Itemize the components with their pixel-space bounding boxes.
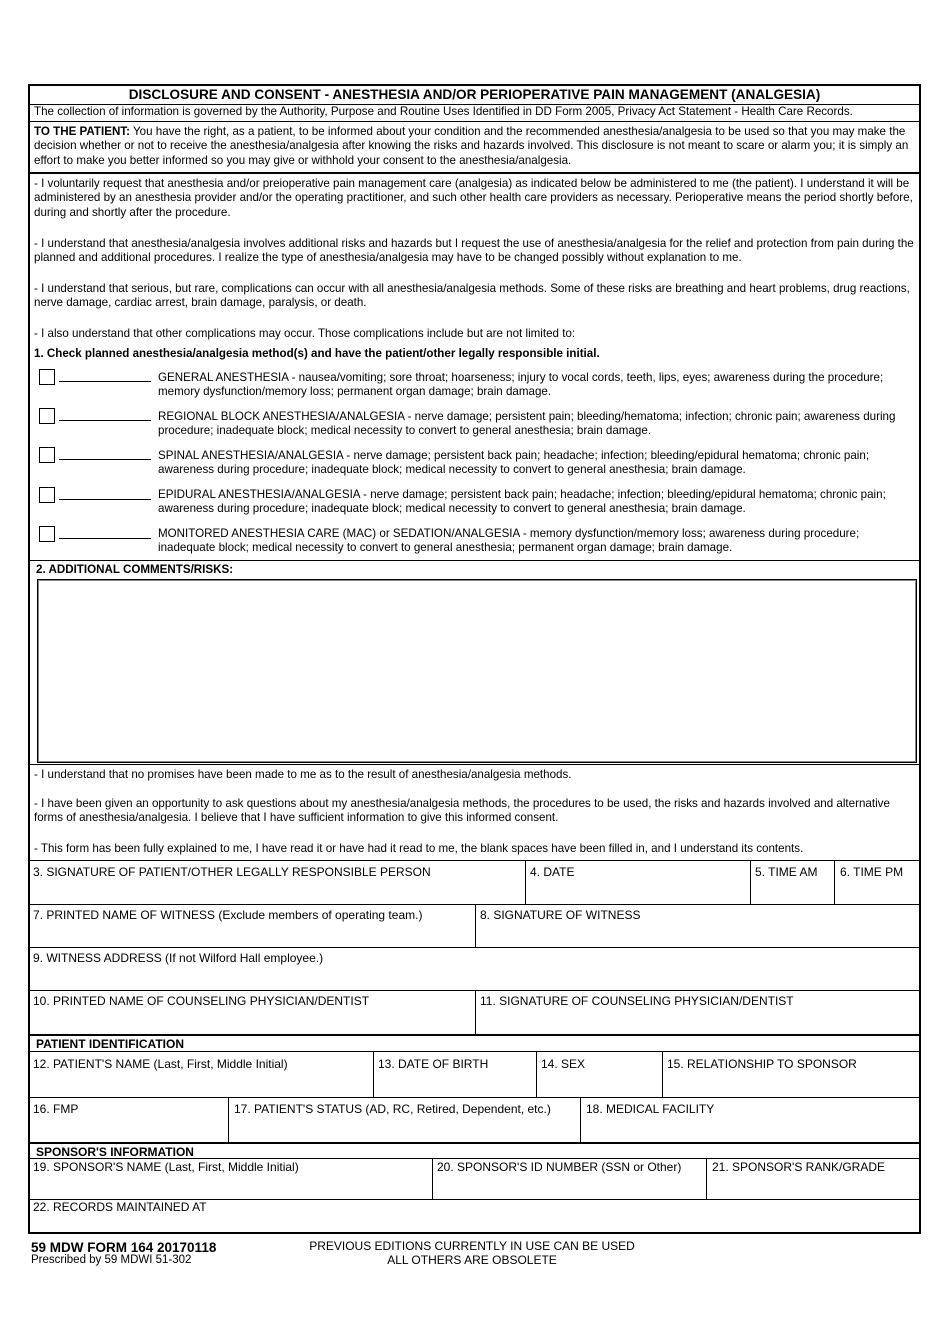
- method-general-text: GENERAL ANESTHESIA - nausea/vomiting; sore throat; hoarseness; injury to vocal cords, teeth, lips, eyes; awareness during the procedure; memory dysfunction/memory loss; permanent organ damage; brain damage.: [158, 371, 884, 399]
- additional-comments-textarea[interactable]: [37, 579, 917, 763]
- statement-other-complications: - I also understand that other complications may occur. Those complications include but are not limited to:: [34, 327, 576, 340]
- method-general-initial-line[interactable]: [59, 381, 151, 382]
- to-patient-heading: TO THE PATIENT:: [34, 125, 130, 138]
- section2-heading: 2. ADDITIONAL COMMENTS/RISKS:: [36, 563, 234, 576]
- sponsor-id-number-field[interactable]: 20. SPONSOR'S ID NUMBER (SSN or Other): [437, 1160, 682, 1174]
- method-mac-checkbox[interactable]: [39, 526, 55, 542]
- method-epidural-checkbox[interactable]: [39, 487, 55, 503]
- patient-identification-heading: PATIENT IDENTIFICATION: [36, 1037, 184, 1051]
- patient-name-field[interactable]: 12. PATIENT'S NAME (Last, First, Middle Initial): [33, 1057, 288, 1071]
- privacy-statement: The collection of information is governed by the Authority, Purpose and Routine Uses Identified in DD Form 2005, Privacy Act Statement - Health Care Records.: [34, 105, 853, 118]
- records-maintained-at-field[interactable]: 22. RECORDS MAINTAINED AT: [33, 1200, 207, 1214]
- time-pm-field[interactable]: 6. TIME PM: [840, 865, 904, 879]
- sponsor-rank-grade-field[interactable]: 21. SPONSOR'S RANK/GRADE: [712, 1160, 886, 1174]
- to-patient-text: You have the right, as a patient, to be informed about your condition and the recommended anesthesia/analgesia to be used so that you may make the decision whether or not to receive the anesthesia/analgesia after knowing the risks and hazards involved. This disclosure is not meant to scare or alarm you; it is simply an effort to make you better informed so you may give or withhold your consent to the anesthesia/analgesia.: [34, 125, 909, 167]
- method-epidural-initial-line[interactable]: [59, 499, 151, 500]
- method-mac-text: MONITORED ANESTHESIA CARE (MAC) or SEDATION/ANALGESIA - memory dysfunction/memory loss; awareness during procedure; inadequate block; medical necessity to convert to general anesthesia; permanent organ damage; brain damage.: [158, 527, 860, 555]
- statement-additional-risks: - I understand that anesthesia/analgesia involves additional risks and hazards but I request the use of anesthesia/analgesia for the relief and protection from pain during the planned and additional procedures. I realize the type of anesthesia/analgesia may have to be changed possibly without explanation to me.: [34, 237, 914, 265]
- method-spinal-text: SPINAL ANESTHESIA/ANALGESIA - nerve damage; persistent back pain; headache; infection; bleeding/epidural hematoma; chronic pain; awareness during procedure; inadequate block; medical necessity to convert to general anesthesia; brain damage.: [158, 449, 870, 477]
- editions-notice: [300, 1239, 644, 1267]
- time-am-field[interactable]: 5. TIME AM: [755, 865, 818, 879]
- method-mac-initial-line[interactable]: [59, 538, 151, 539]
- statement-serious-complications: - I understand that serious, but rare, complications can occur with all anesthesia/analgesia methods. Some of these risks are breathing and heart problems, drug reactions, nerve damage, cardiac arrest, brain damage, paralysis, or death.: [34, 282, 910, 310]
- witness-signature-field[interactable]: 8. SIGNATURE OF WITNESS: [480, 908, 641, 922]
- consent-form: [28, 84, 921, 1234]
- statement-questions: - I have been given an opportunity to ask questions about my anesthesia/analgesia methods, the procedures to be used, the risks and hazards involved and alternative forms of anesthesia/analgesia. I believe that I have sufficient information to give this informed consent.: [34, 797, 890, 825]
- method-epidural-text: EPIDURAL ANESTHESIA/ANALGESIA - nerve damage; persistent back pain; headache; infection; bleeding/epidural hematoma; chronic pain; awareness during procedure; inadequate block; medical necessity to convert to general anesthesia; brain damage.: [158, 488, 886, 516]
- section1-heading: 1. Check planned anesthesia/analgesia method(s) and have the patient/other legally responsible initial.: [34, 347, 600, 360]
- statement-voluntary: - I voluntarily request that anesthesia and/or preioperative pain management care (analgesia) as indicated below be administered to me (the patient). I understand it will be administered by an anesthesia provider and/or the operating practitioner, and such other health care providers as necessary. Perioperative means the period shortly before, during and shortly after the procedure.: [34, 177, 913, 219]
- patient-status-field[interactable]: 17. PATIENT'S STATUS (AD, RC, Retired, Dependent, etc.): [234, 1102, 551, 1116]
- editions-line-1: PREVIOUS EDITIONS CURRENTLY IN USE CAN BE USED: [309, 1239, 635, 1253]
- statement-no-promises: - I understand that no promises have been made to me as to the result of anesthesia/analgesia methods.: [34, 768, 572, 781]
- to-patient-notice: [34, 125, 918, 168]
- witness-name-field[interactable]: 7. PRINTED NAME OF WITNESS (Exclude members of operating team.): [33, 908, 423, 922]
- sex-field[interactable]: 14. SEX: [541, 1057, 586, 1071]
- sponsor-information-heading: SPONSOR'S INFORMATION: [36, 1145, 194, 1159]
- patient-signature-field[interactable]: 3. SIGNATURE OF PATIENT/OTHER LEGALLY RESPONSIBLE PERSON: [33, 865, 431, 879]
- date-field[interactable]: 4. DATE: [530, 865, 575, 879]
- form-title: DISCLOSURE AND CONSENT - ANESTHESIA AND/OR PERIOPERATIVE PAIN MANAGEMENT (ANALGESIA): [30, 86, 919, 105]
- witness-address-field[interactable]: 9. WITNESS ADDRESS (If not Wilford Hall employee.): [33, 951, 324, 965]
- fmp-field[interactable]: 16. FMP: [33, 1102, 79, 1116]
- editions-line-2: ALL OTHERS ARE OBSOLETE: [387, 1253, 557, 1267]
- sponsor-name-field[interactable]: 19. SPONSOR'S NAME (Last, First, Middle Initial): [33, 1160, 299, 1174]
- date-of-birth-field[interactable]: 13. DATE OF BIRTH: [378, 1057, 489, 1071]
- form-number: 59 MDW FORM 164 20170118: [31, 1240, 217, 1255]
- method-spinal-checkbox[interactable]: [39, 447, 55, 463]
- method-regional-text: REGIONAL BLOCK ANESTHESIA/ANALGESIA - nerve damage; persistent pain; bleeding/hematoma; infection; chronic pain; awareness during procedure; inadequate block; medical necessity to convert to general anesthesia; brain damage.: [158, 410, 896, 438]
- counseling-physician-signature-field[interactable]: 11. SIGNATURE OF COUNSELING PHYSICIAN/DENTIST: [480, 994, 794, 1008]
- method-spinal-initial-line[interactable]: [59, 459, 151, 460]
- medical-facility-field[interactable]: 18. MEDICAL FACILITY: [586, 1102, 715, 1116]
- method-regional-checkbox[interactable]: [39, 408, 55, 424]
- method-regional-initial-line[interactable]: [59, 420, 151, 421]
- prescribed-by: Prescribed by 59 MDWI 51-302: [31, 1254, 192, 1266]
- statement-explained: - This form has been fully explained to me, I have read it or have had it read to me, the blank spaces have been filled in, and I understand its contents.: [34, 842, 804, 855]
- counseling-physician-name-field[interactable]: 10. PRINTED NAME OF COUNSELING PHYSICIAN/DENTIST: [33, 994, 370, 1008]
- method-general-checkbox[interactable]: [39, 369, 55, 385]
- relationship-to-sponsor-field[interactable]: 15. RELATIONSHIP TO SPONSOR: [667, 1057, 857, 1071]
